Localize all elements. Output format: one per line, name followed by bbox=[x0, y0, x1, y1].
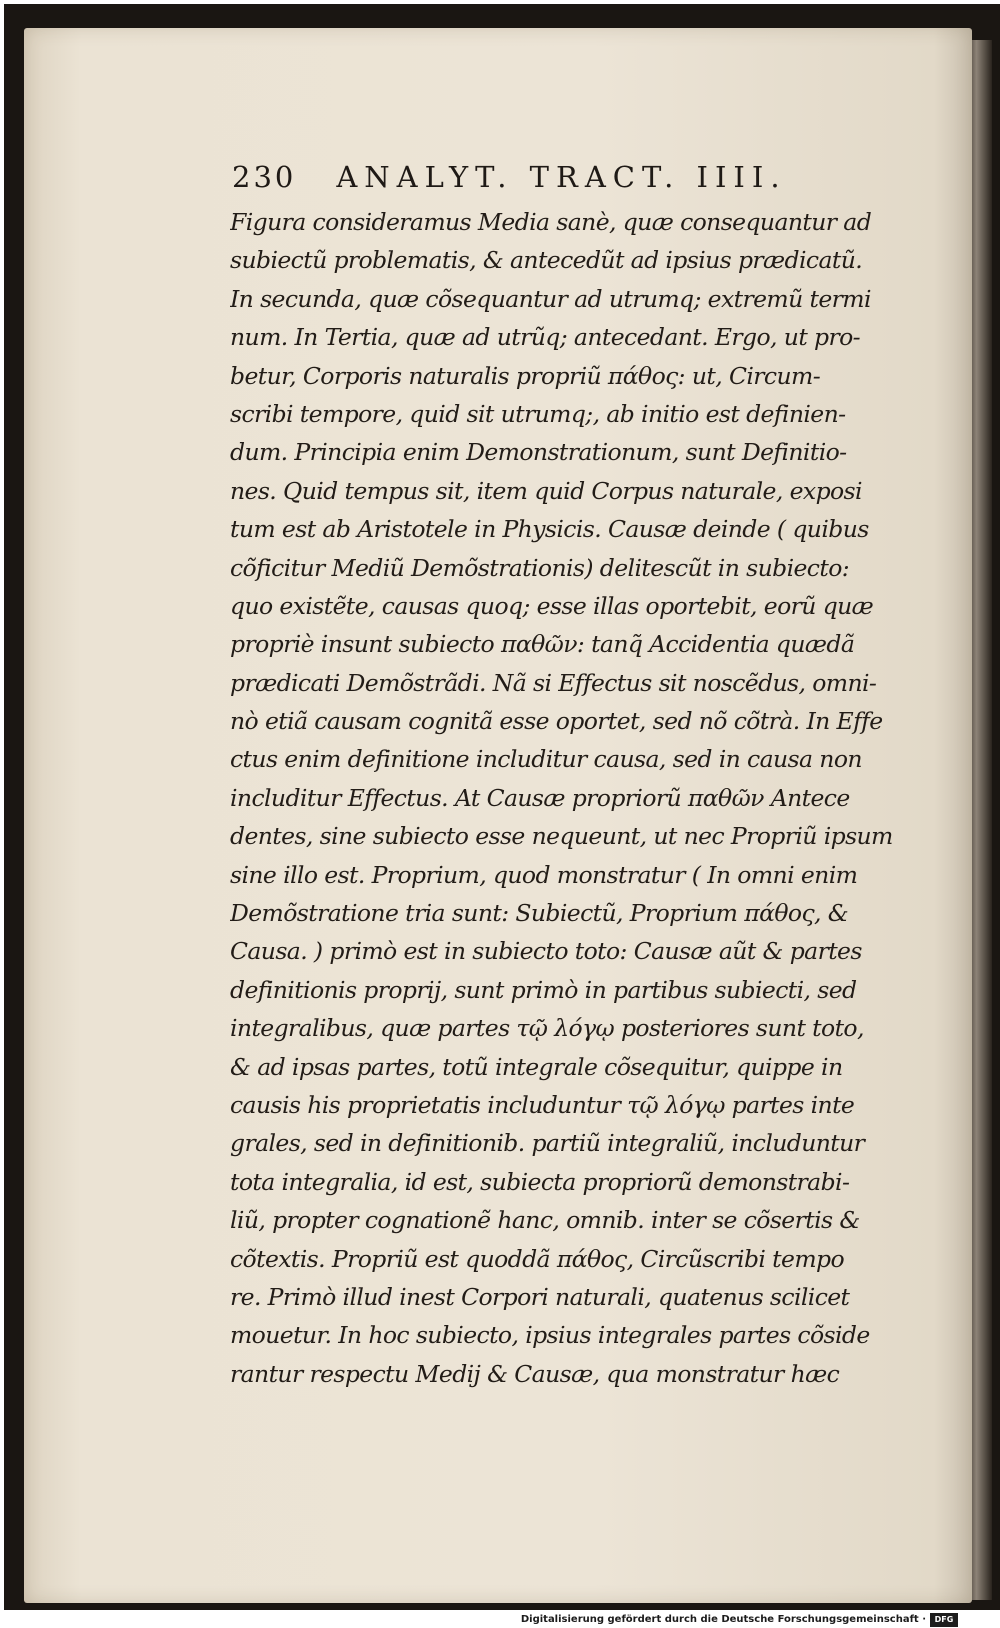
running-head bbox=[232, 160, 882, 202]
funding-credit: Digitalisierung gefördert durch die Deutsche Forschungsgemeinschaft · bbox=[520, 1614, 926, 1625]
text-line: dum. Principia enim Demonstrationum, sunt Definitio- bbox=[230, 438, 847, 467]
text-line: tum est ab Aristotele in Physicis. Causæ deinde ( quibus bbox=[230, 515, 869, 544]
text-line: mouetur. In hoc subiecto, ipsius integrales partes cõside bbox=[230, 1321, 870, 1350]
text-line: liũ, propter cognationẽ hanc, omnib. inter se cõsertis & bbox=[230, 1206, 860, 1235]
text-line: betur, Corporis naturalis propriũ πάθος: ut, Circum- bbox=[230, 361, 821, 390]
text-line: dentes, sine subiecto esse nequeunt, ut nec Propriũ ipsum bbox=[230, 822, 893, 851]
text-line: propriè insunt subiecto παθῶν: tanq̃ Accidentia quædã bbox=[230, 630, 855, 659]
text-line: scribi tempore, quid sit utrumq;, ab initio est definien- bbox=[230, 399, 846, 428]
text-line: num. In Tertia, quæ ad utrũq; antecedant. Ergo, ut pro- bbox=[230, 323, 860, 352]
text-line: cõtextis. Propriũ est quoddã πάθος, Circũscribi tempo bbox=[230, 1244, 845, 1273]
page-number: 230 bbox=[232, 160, 297, 194]
text-line: causis his proprietatis includuntur τῷ λόγῳ partes inte bbox=[230, 1090, 855, 1119]
text-line: tota integralia, id est, subiecta propriorũ demonstrabi- bbox=[230, 1167, 850, 1196]
text-line: In secunda, quæ cõsequantur ad utrumq; extremũ termi bbox=[230, 284, 871, 313]
text-line: nes. Quid tempus sit, item quid Corpus naturale, exposi bbox=[230, 476, 862, 505]
text-line: subiectũ problematis, & antecedũt ad ipsius prædicatũ. bbox=[230, 246, 863, 275]
text-line: integralibus, quæ partes τῷ λόγῳ posteriores sunt toto, bbox=[230, 1014, 864, 1043]
text-line: grales, sed in definitionib. partiũ integraliũ, includuntur bbox=[230, 1129, 865, 1158]
dfg-logo: DFG bbox=[930, 1613, 958, 1627]
text-line: re. Primò illud inest Corpori naturali, quatenus scilicet bbox=[230, 1282, 850, 1311]
text-line: Causa. ) primò est in subiecto toto: Causæ aũt & partes bbox=[230, 937, 862, 966]
running-title: ANALYT. TRACT. IIII. bbox=[336, 160, 787, 194]
text-line: sine illo est. Proprium, quod monstratur ( In omni enim bbox=[230, 860, 858, 889]
text-line: prædicati Demõstrãdi. Nã si Effectus sit noscẽdus, omni- bbox=[230, 668, 877, 697]
text-line: includitur Effectus. At Causæ propriorũ παθῶν Antece bbox=[230, 783, 850, 812]
text-line: definitionis proprij, sunt primò in partibus subiecti, sed bbox=[230, 975, 857, 1004]
text-line: & ad ipsas partes, totũ integrale cõsequitur, quippe in bbox=[230, 1052, 843, 1081]
text-line: Figura consideramus Media sanè, quæ consequantur ad bbox=[230, 208, 872, 236]
text-line: rantur respectu Medij & Causæ, qua monstratur hæc bbox=[230, 1359, 840, 1388]
text-line: ctus enim definitione includitur causa, sed in causa non bbox=[230, 745, 862, 774]
text-block bbox=[230, 203, 900, 1393]
text-line: cõficitur Mediũ Demõstrationis) delitescũt in subiecto: bbox=[230, 553, 850, 582]
text-line: Demõstratione tria sunt: Subiectũ, Proprium πάθος, & bbox=[230, 899, 849, 928]
text-line: nò etiã causam cognitã esse oportet, sed nõ cõtrà. In Effe bbox=[230, 707, 883, 736]
text-line: quo existẽte, causas quoq; esse illas oportebit, eorũ quæ bbox=[230, 591, 874, 620]
